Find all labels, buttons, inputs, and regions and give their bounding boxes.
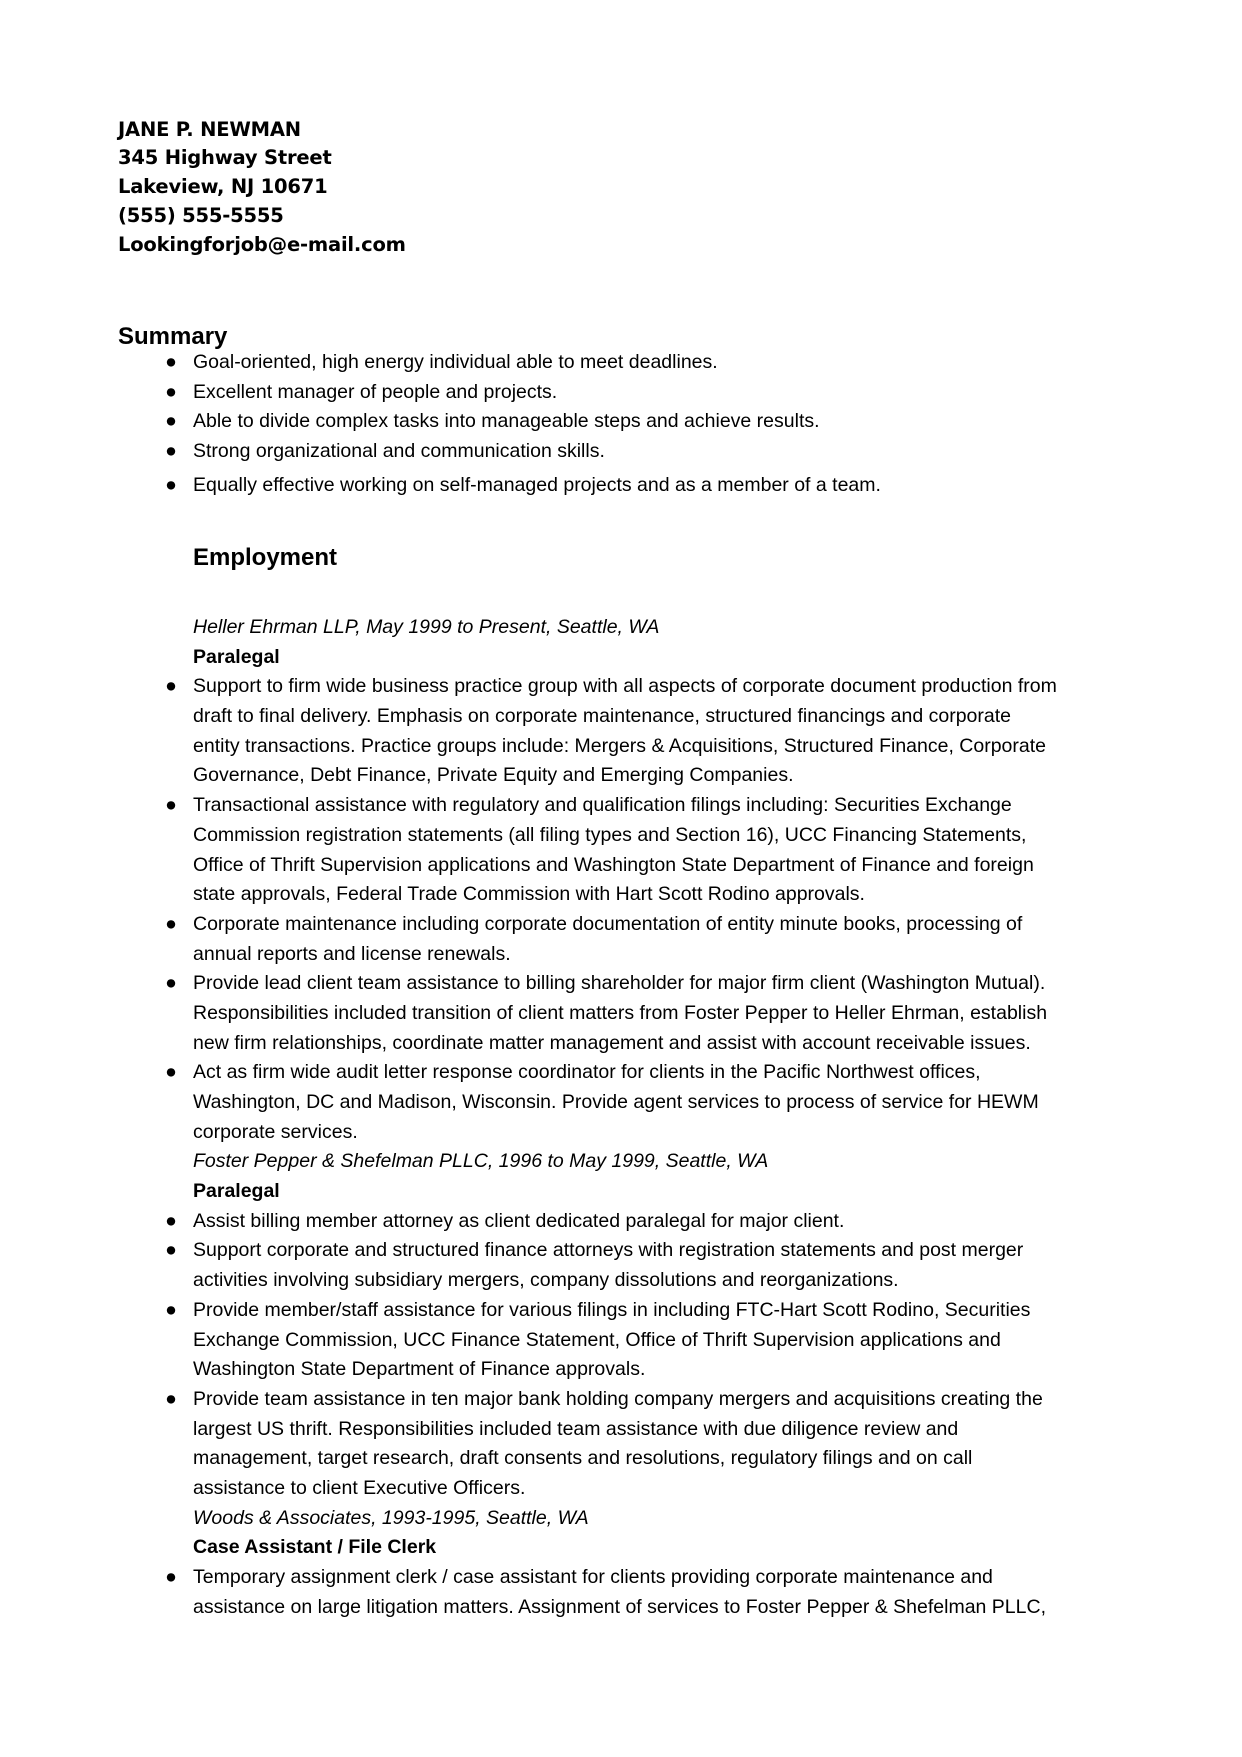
summary-heading: Summary [118,323,228,350]
summary-item-text: Strong organizational and communication skills. [193,440,605,463]
contact-city: Lakeview, NJ 10671 [118,175,328,198]
bullet-icon: ● [165,1387,177,1410]
bullet-icon: ● [165,410,177,433]
bullet-icon: ● [165,380,177,403]
bullet-icon: ● [165,1209,177,1232]
summary-item-text: Able to divide complex tasks into manageable steps and achieve results. [193,410,820,433]
summary-item-text: Excellent manager of people and projects. [193,380,558,403]
bullet-icon: ● [165,912,177,935]
bullet-icon: ● [165,1061,177,1084]
bullet-icon: ● [165,473,177,496]
bullet-icon: ● [165,972,177,995]
contact-header [118,116,406,259]
bullet-icon: ● [165,1566,177,1588]
bullet-icon: ● [165,675,177,698]
contact-street: 345 Highway Street [118,146,332,169]
bullet-icon: ● [165,1298,177,1321]
summary-item-text: Goal-oriented, high energy individual able to meet deadlines. [193,351,718,373]
bullet-icon: ● [165,794,177,817]
bullet-icon: ● [165,351,177,373]
summary-item-text: Equally effective working on self-managed projects and as a member of a team. [193,473,881,496]
contact-name: JANE P. NEWMAN [118,118,301,141]
employment-heading: Employment [193,544,338,571]
bullet-icon: ● [165,440,177,463]
bullet-icon: ● [165,1239,177,1262]
contact-email: Lookingforjob@e-mail.com [118,233,406,256]
contact-phone: (555) 555-5555 [118,204,284,227]
